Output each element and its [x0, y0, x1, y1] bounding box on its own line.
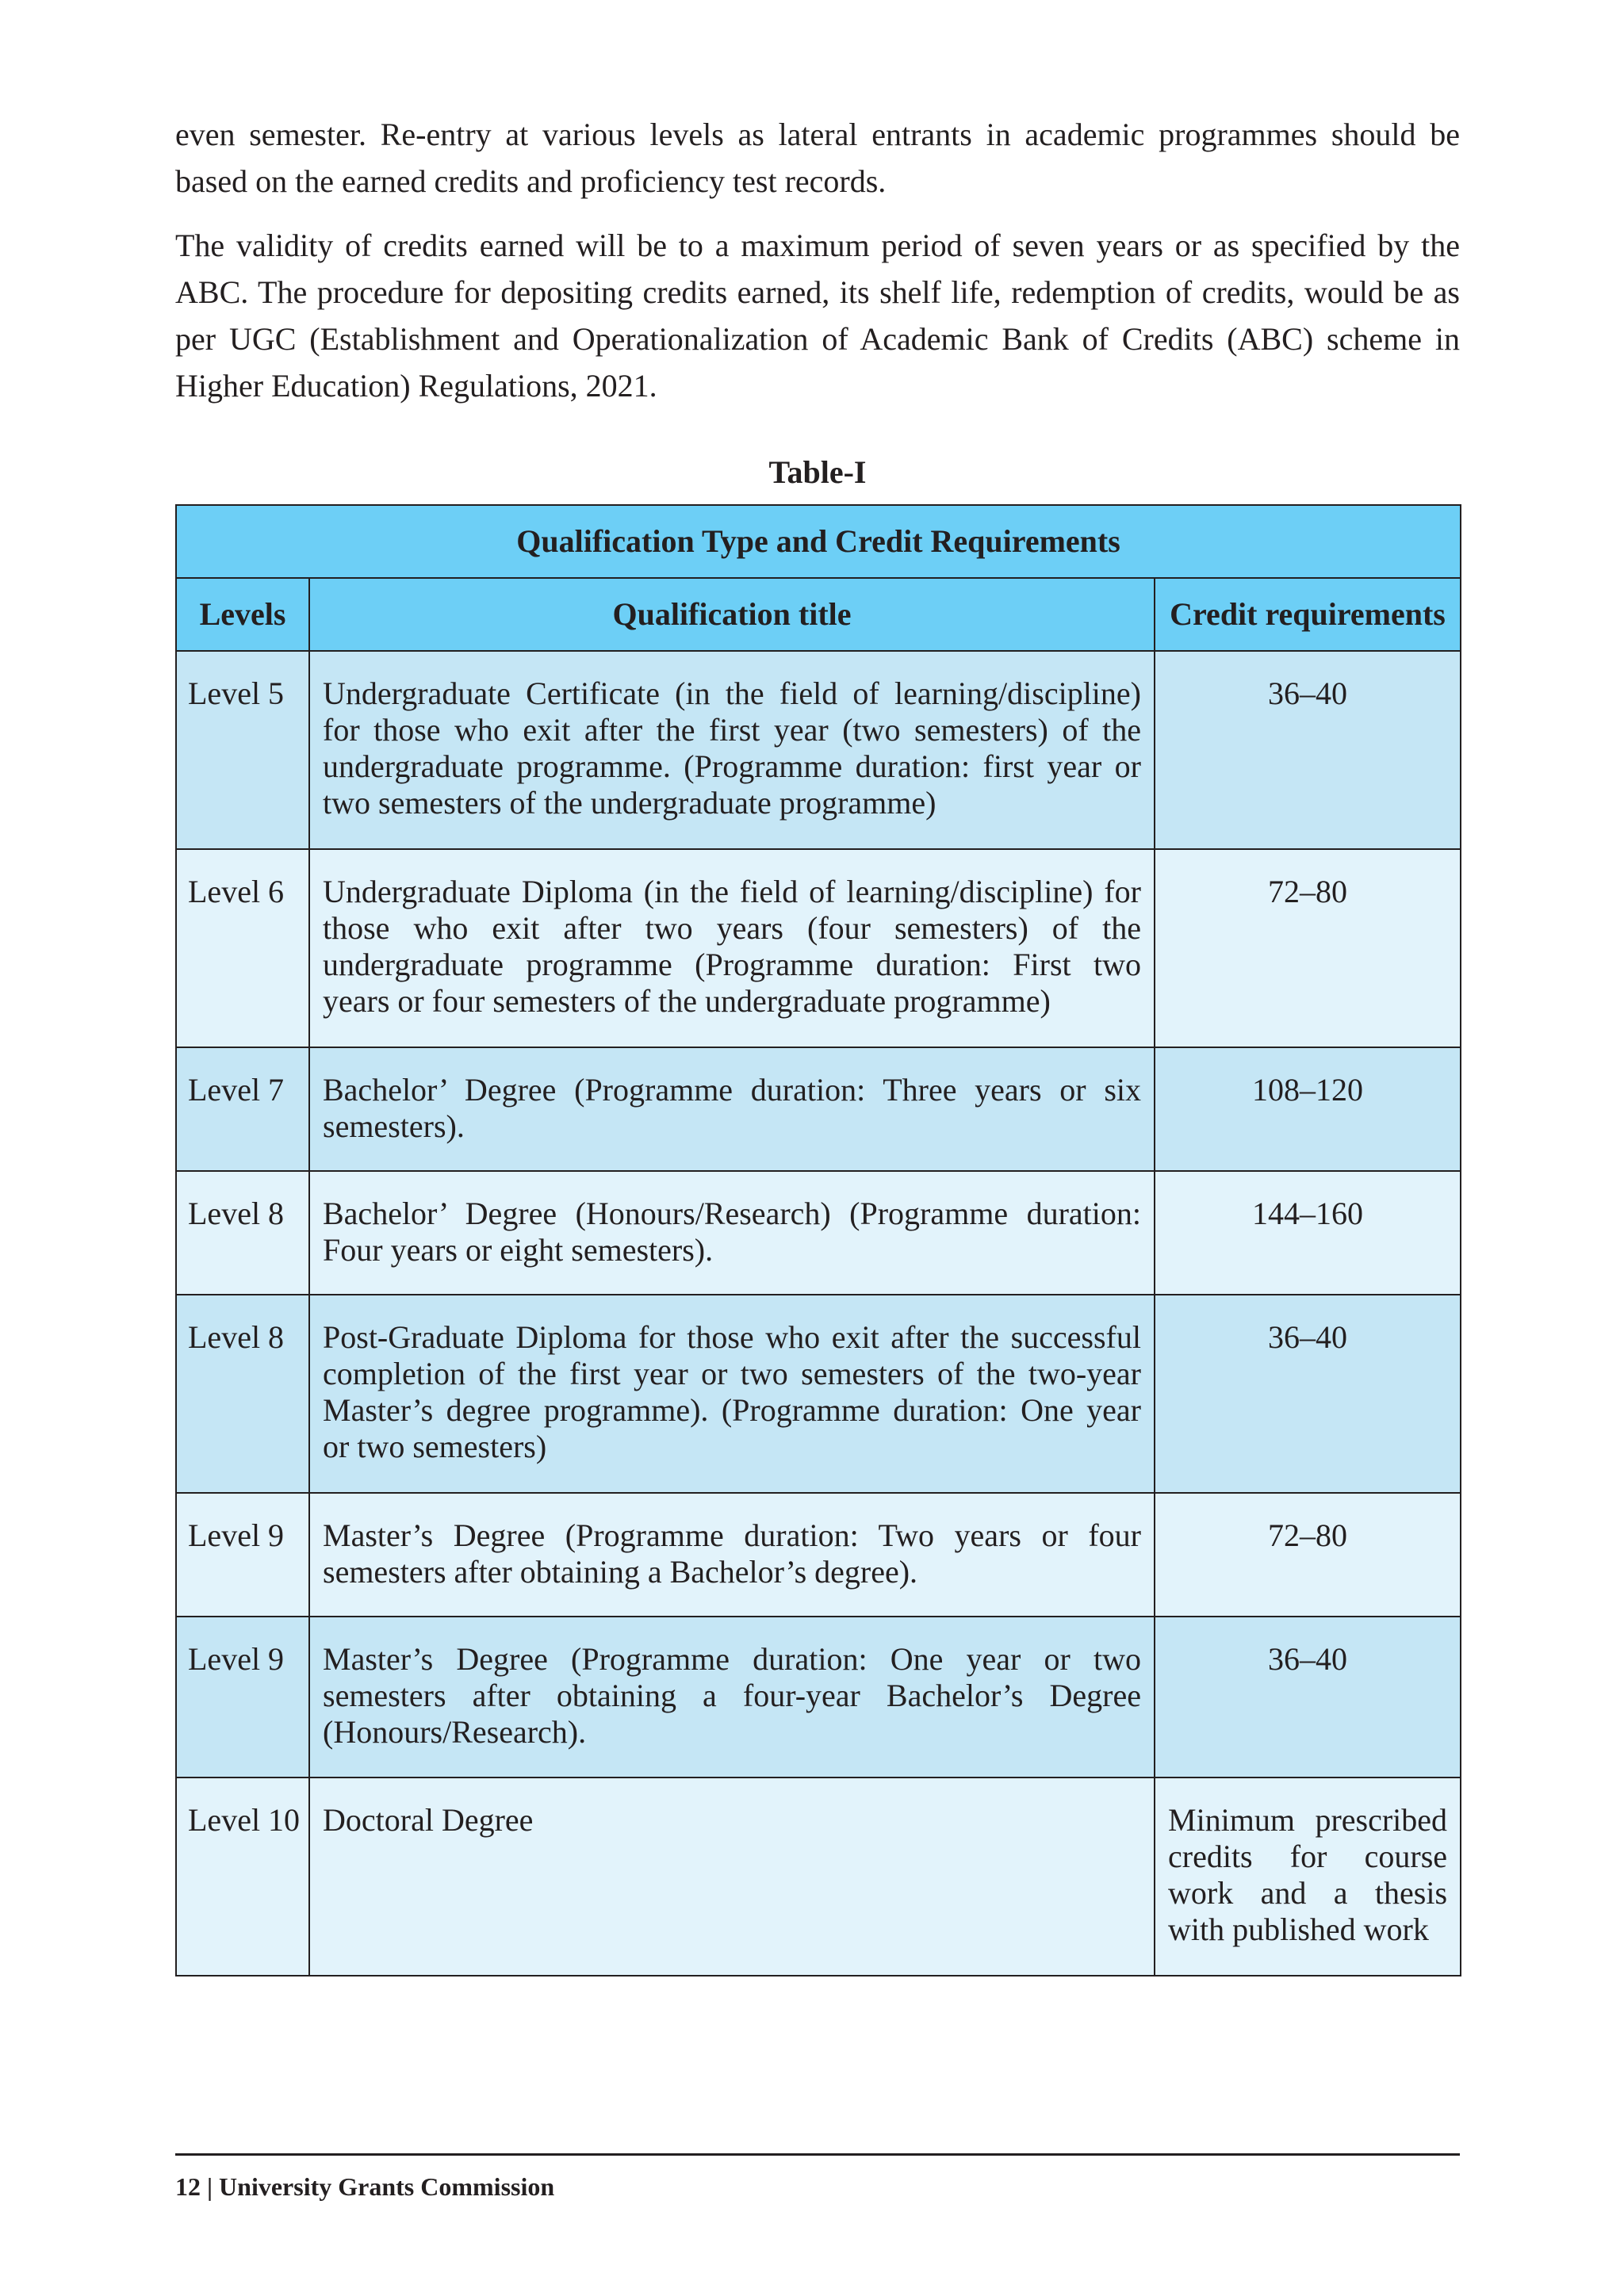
- qualification-text: Master’s Degree (Programme duration: Two years or four semesters after obtaining a Bachelor’s degree).: [323, 1517, 1141, 1590]
- qualification-text: Undergraduate Diploma (in the field of learning/discipline) for those who exit after two years (four semesters) of the undergraduate programme (Programme duration: First two years or four semesters of the undergraduate programme): [323, 874, 1141, 1019]
- footer-separator: |: [207, 2172, 213, 2201]
- title-cell: [309, 849, 1155, 1047]
- title-cell: [309, 1617, 1155, 1777]
- credit-cell: [1155, 1493, 1461, 1617]
- table-row: [176, 1777, 1461, 1976]
- table-row: [176, 849, 1461, 1047]
- table-row: [176, 1295, 1461, 1493]
- qualification-credit-table: [175, 504, 1461, 1976]
- level-cell: [176, 651, 309, 849]
- level-cell: [176, 1617, 309, 1777]
- table-row: [176, 1047, 1461, 1171]
- level-text: Level 8: [188, 1196, 285, 1231]
- qualification-text: Post-Graduate Diploma for those who exit after the successful completion of the first year or two semesters of the two-year Master’s degree programme). (Programme duration: One year or two semesters): [323, 1319, 1141, 1464]
- level-text: Level 8: [188, 1319, 285, 1355]
- credit-cell: [1155, 849, 1461, 1047]
- title-cell: [309, 1777, 1155, 1976]
- level-text: Level 9: [188, 1517, 285, 1553]
- level-text: Level 9: [188, 1641, 285, 1677]
- title-cell: [309, 1493, 1155, 1617]
- level-cell: [176, 1295, 309, 1493]
- title-cell: [309, 1171, 1155, 1295]
- level-text: Level 7: [188, 1072, 285, 1108]
- credit-cell: [1155, 1171, 1461, 1295]
- credit-cell: [1155, 651, 1461, 849]
- table-row: [176, 1171, 1461, 1295]
- qualification-text: Bachelor’ Degree (Programme duration: Three years or six semesters).: [323, 1072, 1141, 1144]
- title-cell: [309, 1047, 1155, 1171]
- qualification-text: Bachelor’ Degree (Honours/Research) (Programme duration: Four years or eight semesters).: [323, 1196, 1141, 1268]
- credit-text: 36–40: [1268, 1641, 1348, 1677]
- column-header-credit-requirements: Credit requirements: [1155, 578, 1461, 651]
- credit-cell: [1155, 1617, 1461, 1777]
- column-header-qualification-title: Qualification title: [309, 578, 1155, 651]
- level-text: Level 10: [188, 1802, 301, 1838]
- credit-text: Minimum prescribed credits for course work and a thesis with published work: [1168, 1802, 1448, 1947]
- credit-text: 108–120: [1252, 1072, 1364, 1108]
- credit-text: 72–80: [1268, 874, 1348, 909]
- level-cell: [176, 1171, 309, 1295]
- qualification-text: Master’s Degree (Programme duration: One year or two semesters after obtaining a four-year Bachelor’s Degree (Honours/Research).: [323, 1641, 1141, 1750]
- level-text: Level 5: [188, 675, 285, 711]
- credit-text: 144–160: [1252, 1196, 1364, 1231]
- table-row: [176, 1493, 1461, 1617]
- table-banner-row: [176, 505, 1461, 578]
- column-header-levels: Levels: [176, 578, 309, 651]
- credit-text: 36–40: [1268, 1319, 1348, 1355]
- table-row: [176, 1617, 1461, 1777]
- table-header-row: [176, 578, 1461, 651]
- credit-cell: [1155, 1295, 1461, 1493]
- credit-cell: [1155, 1047, 1461, 1171]
- level-text: Level 6: [188, 874, 285, 909]
- level-cell: [176, 1047, 309, 1171]
- body-paragraph-1: even semester. Re-entry at various levels as lateral entrants in academic programmes should be based on the earned credits and proficiency test records.: [175, 117, 1460, 199]
- title-cell: [309, 651, 1155, 849]
- page-footer: [175, 2171, 554, 2202]
- credit-text: 72–80: [1268, 1517, 1348, 1553]
- credit-cell: [1155, 1777, 1461, 1976]
- footer-divider: [175, 2153, 1460, 2156]
- credit-text: 36–40: [1268, 675, 1348, 711]
- level-cell: [176, 1493, 309, 1617]
- table-caption: Table-I: [768, 454, 867, 490]
- footer-organization: University Grants Commission: [219, 2172, 555, 2201]
- qualification-text: Doctoral Degree: [323, 1802, 534, 1838]
- body-paragraph-2: The validity of credits earned will be to a maximum period of seven years or as specified by the ABC. The procedure for depositing credits earned, its shelf life, redemption of credits, would be as per UGC (Establishment and Operationalization of Academic Bank of Credits (ABC) scheme in Higher Education) Regulations, 2021.: [175, 228, 1460, 404]
- level-cell: [176, 1777, 309, 1976]
- level-cell: [176, 849, 309, 1047]
- table-banner-title: Qualification Type and Credit Requirements: [176, 505, 1461, 578]
- qualification-text: Undergraduate Certificate (in the field of learning/discipline) for those who exit after the first year (two semesters) of the undergraduate programme. (Programme duration: first year or two semesters of the undergraduate programme): [323, 675, 1141, 821]
- title-cell: [309, 1295, 1155, 1493]
- page-content: [175, 111, 1460, 1976]
- page-number: 12: [175, 2172, 201, 2201]
- table-row: [176, 651, 1461, 849]
